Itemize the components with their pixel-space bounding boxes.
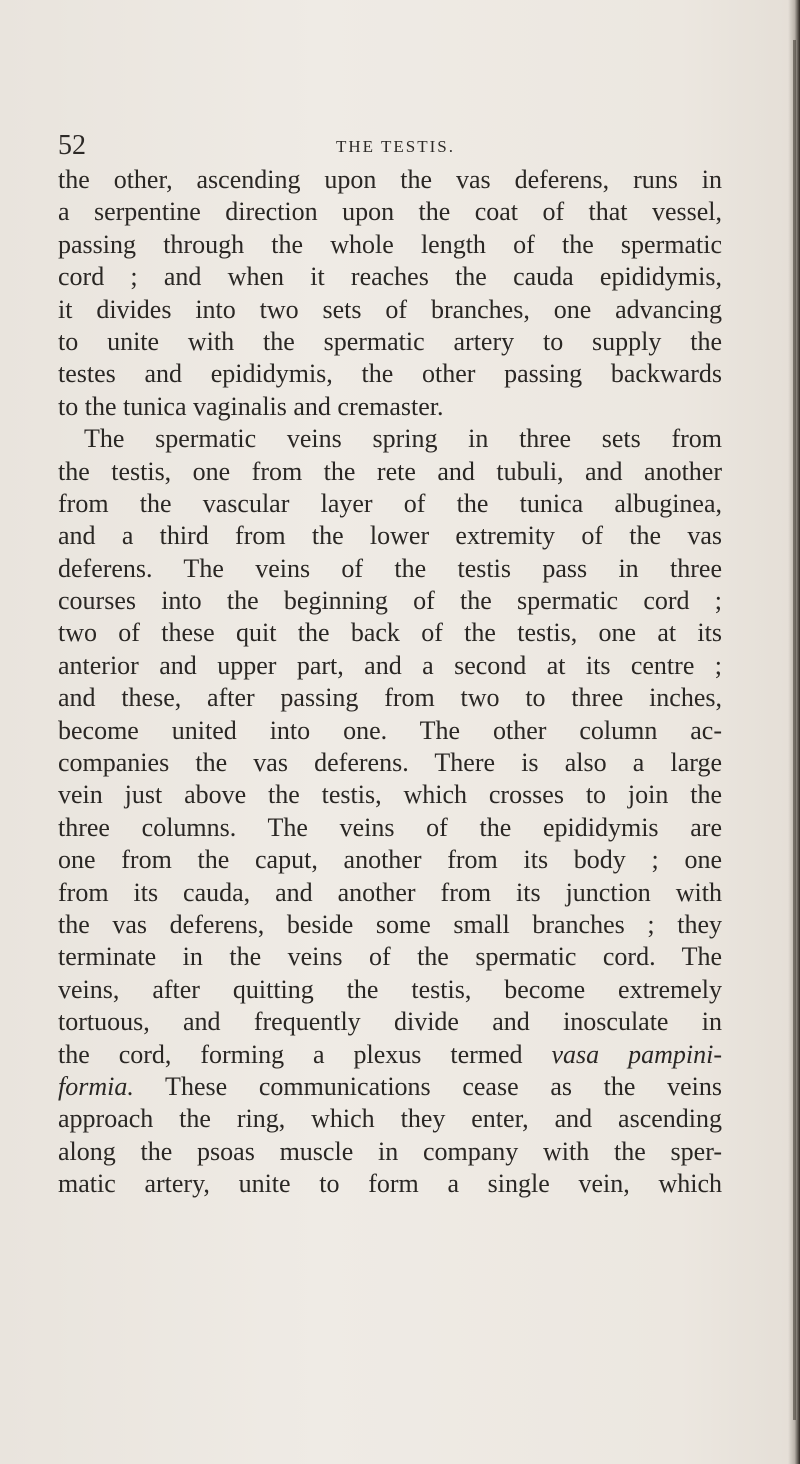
text-line: three columns. The veins of the epididymis are <box>58 812 722 842</box>
text-line: a serpentine direction upon the coat of that vessel, <box>58 197 722 227</box>
text-line: companies the vas deferens. There is also a large <box>58 748 722 778</box>
text-line: from the vascular layer of the tunica albuginea, <box>58 488 722 518</box>
text-line: vein just above the testis, which crosses to join the <box>58 780 722 810</box>
italic-term: vasa pampini- <box>551 1039 722 1069</box>
text-line: deferens. The veins of the testis pass in three <box>58 553 722 583</box>
text-line: one from the caput, another from its body ; one <box>58 845 722 875</box>
text-line: approach the ring, which they enter, and ascending <box>58 1104 722 1134</box>
text-line: The spermatic veins spring in three sets from <box>84 424 722 454</box>
text-line: testes and epididymis, the other passing backwards <box>58 359 722 389</box>
text-line: terminate in the veins of the spermatic cord. The <box>58 942 722 972</box>
text-line: from its cauda, and another from its junction with <box>58 877 722 907</box>
text-line: the testis, one from the rete and tubuli, and another <box>58 456 722 486</box>
page-edge-line <box>793 40 796 1420</box>
text-line: anterior and upper part, and a second at its centre ; <box>58 650 722 680</box>
text-line: matic artery, unite to form a single vein, which <box>58 1169 722 1199</box>
text-line: veins, after quitting the testis, become extremely <box>58 974 722 1004</box>
text-segment: These communications cease as the veins <box>133 1071 722 1101</box>
text-line: the vas deferens, beside some small branches ; they <box>58 909 722 939</box>
text-line: and these, after passing from two to three inches, <box>58 683 722 713</box>
text-line: cord ; and when it reaches the cauda epididymis, <box>58 262 722 292</box>
text-line: to the tunica vaginalis and cremaster. <box>58 391 444 421</box>
running-title: THE TESTIS. <box>336 137 455 156</box>
text-segment: the cord, forming a plexus termed <box>58 1039 552 1069</box>
text-line: along the psoas muscle in company with the sper- <box>58 1136 722 1166</box>
text-line: tortuous, and frequently divide and inosculate in <box>58 1007 722 1037</box>
running-head <box>58 128 718 164</box>
body-text <box>58 164 722 1201</box>
italic-term: formia. <box>58 1071 134 1101</box>
text-line: it divides into two sets of branches, one advancing <box>58 294 722 324</box>
page-number: 52 <box>58 130 86 161</box>
text-line: to unite with the spermatic artery to supply the <box>58 326 722 356</box>
text-line: become united into one. The other column ac- <box>58 715 722 745</box>
text-line-with-italic <box>58 1039 722 1071</box>
text-line: passing through the whole length of the spermatic <box>58 229 722 259</box>
text-line: two of these quit the back of the testis, one at its <box>58 618 722 648</box>
text-line: the other, ascending upon the vas deferens, runs in <box>58 165 722 194</box>
text-line-with-italic <box>58 1071 722 1103</box>
text-line: courses into the beginning of the spermatic cord ; <box>58 586 722 616</box>
text-line: and a third from the lower extremity of the vas <box>58 521 722 551</box>
